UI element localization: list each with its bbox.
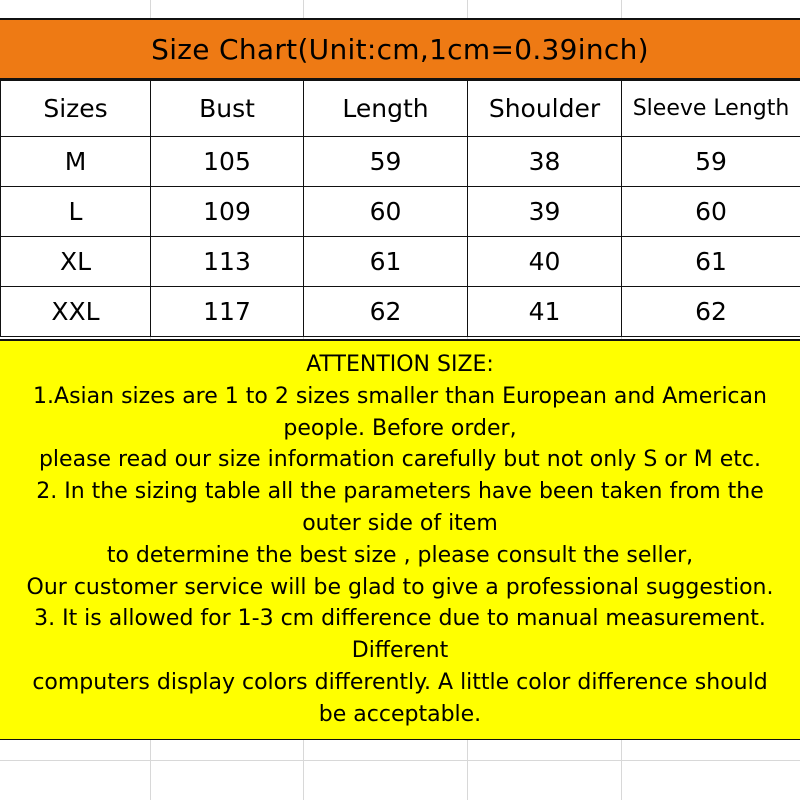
attention-line: 2. In the sizing table all the parameters have been taken from the <box>36 479 764 505</box>
cell-bust: 105 <box>151 137 304 187</box>
cell-shoulder: 41 <box>468 287 622 337</box>
attention-line: 3. It is allowed for 1-3 cm difference due to manual measurement. <box>34 606 766 632</box>
attention-heading: ATTENTION SIZE: <box>306 352 494 377</box>
table-header-row <box>1 81 800 137</box>
attention-line: to determine the best size , please consult the seller, <box>106 542 694 568</box>
cell-bust: 109 <box>151 187 304 237</box>
attention-line: 1.Asian sizes are 1 to 2 sizes smaller than European and American <box>33 383 767 409</box>
cell-sleeve-length: 59 <box>622 137 800 187</box>
cell-bust: 117 <box>151 287 304 337</box>
cell-shoulder: 38 <box>468 137 622 187</box>
cell-length: 59 <box>304 137 468 187</box>
size-table <box>0 80 800 337</box>
header-length: Length <box>304 81 468 137</box>
cell-sleeve-length: 62 <box>622 287 800 337</box>
header-shoulder: Shoulder <box>468 81 622 137</box>
header-sizes: Sizes <box>1 81 151 137</box>
table-row <box>1 287 800 337</box>
attention-line: outer side of item <box>302 510 498 536</box>
cell-size: M <box>1 137 151 187</box>
cell-length: 62 <box>304 287 468 337</box>
cell-shoulder: 40 <box>468 237 622 287</box>
size-chart-title: Size Chart(Unit:cm,1cm=0.39inch) <box>0 18 800 80</box>
table-row <box>1 237 800 287</box>
cell-size: XXL <box>1 287 151 337</box>
header-sleeve-length: Sleeve Length <box>622 81 800 137</box>
attention-line: please read our size information carefully but not only S or M etc. <box>38 447 762 473</box>
cell-length: 60 <box>304 187 468 237</box>
attention-line: Different <box>351 638 449 664</box>
attention-line: Our customer service will be glad to give a professional suggestion. <box>26 574 774 600</box>
attention-line: people. Before order, <box>283 415 517 441</box>
table-row <box>1 187 800 237</box>
attention-line: computers display colors differently. A little color difference should <box>32 669 768 695</box>
cell-length: 61 <box>304 237 468 287</box>
attention-notice <box>0 339 800 740</box>
cell-bust: 113 <box>151 237 304 287</box>
cell-shoulder: 39 <box>468 187 622 237</box>
table-row <box>1 137 800 187</box>
attention-line: be acceptable. <box>318 701 482 727</box>
cell-size: L <box>1 187 151 237</box>
header-bust: Bust <box>151 81 304 137</box>
cell-sleeve-length: 60 <box>622 187 800 237</box>
cell-size: XL <box>1 237 151 287</box>
cell-sleeve-length: 61 <box>622 237 800 287</box>
